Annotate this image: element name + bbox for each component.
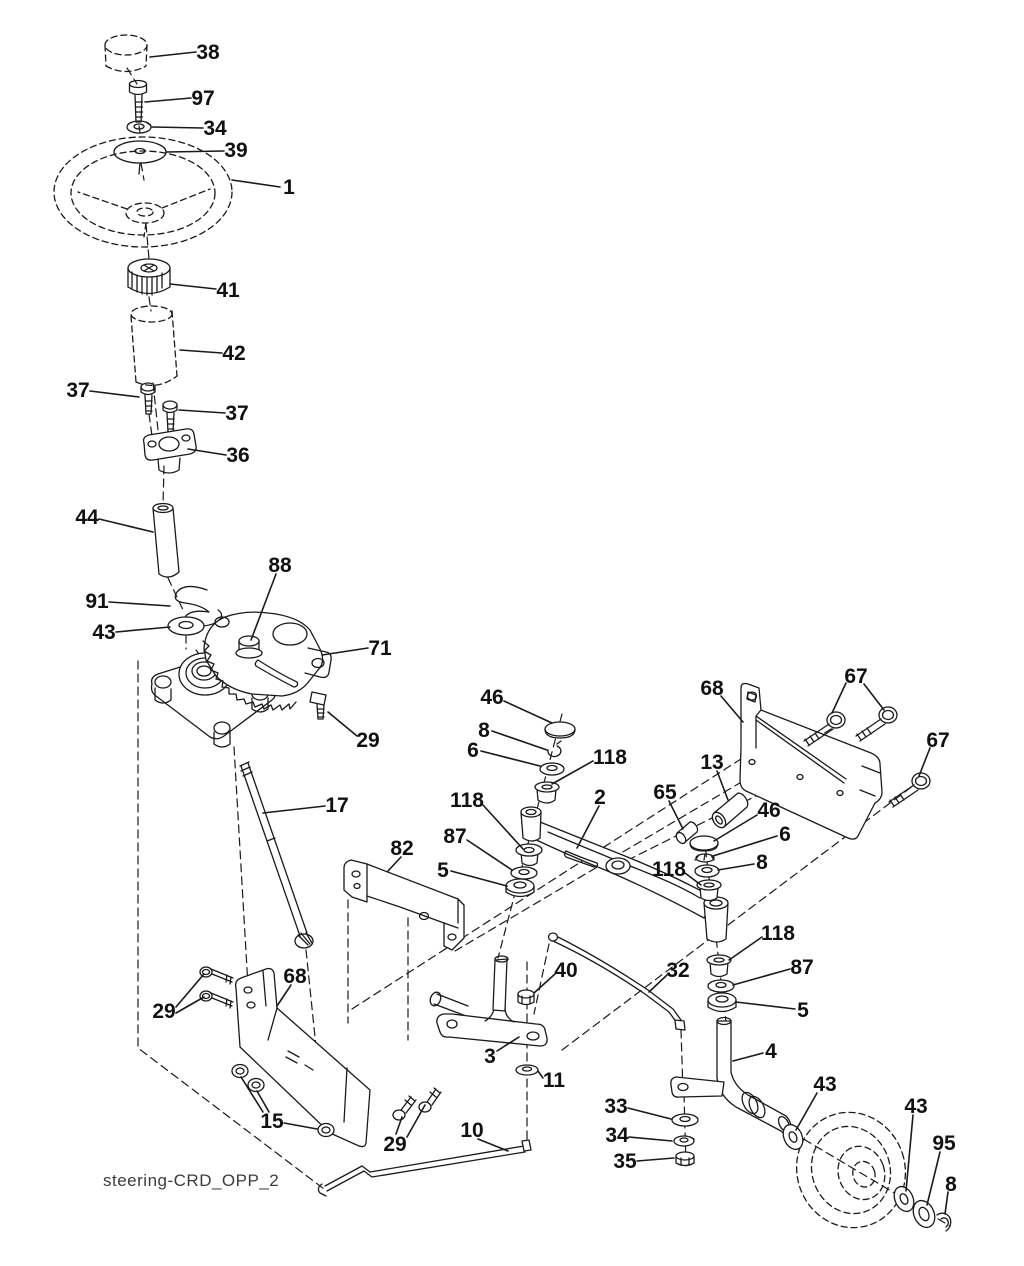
bolt-29-left-a [200, 967, 233, 984]
callout-37-7: 37 [66, 379, 90, 402]
leader-line-29-15 [328, 712, 357, 736]
callout-5-37: 5 [437, 859, 449, 882]
callout-4-34: 4 [765, 1040, 777, 1063]
leader-line-65-26 [669, 801, 683, 829]
bushing-118-top [535, 782, 559, 803]
callout-35-46: 35 [613, 1150, 637, 1173]
diagram-code: steering-CRD_OPP_2 [103, 1171, 280, 1190]
callout-6-19: 6 [467, 739, 479, 762]
leader-line-38-0 [150, 52, 196, 57]
leader-line-37-8 [179, 410, 225, 413]
callout-68-22: 68 [700, 677, 724, 700]
leader-line-95-53 [927, 1152, 940, 1205]
leader-line-34-2 [152, 127, 203, 128]
bolt-29-upper [310, 692, 326, 719]
callout-42-6: 42 [222, 342, 246, 365]
push-nut-6-right [695, 854, 714, 862]
callout-46-27: 46 [757, 799, 781, 822]
washer-43-upper [168, 617, 204, 635]
lock-washer-34-lower [674, 1136, 694, 1146]
leader-line-41-5 [170, 284, 216, 289]
leader-line-68-47 [277, 985, 291, 1006]
cap-38 [105, 35, 147, 72]
cap-46-right [690, 836, 718, 851]
shaft-extension-44 [153, 504, 179, 578]
leader-line-5-37 [451, 871, 507, 886]
callout-65-26: 65 [653, 781, 677, 804]
steering-shaft-17 [240, 762, 313, 948]
steering-adapter-41 [128, 259, 170, 295]
leader-line-44-10 [99, 519, 153, 532]
callout-118-31: 118 [761, 922, 795, 945]
lower-bearing-36 [144, 429, 197, 473]
nut-15-c [318, 1124, 334, 1137]
washer-8-right [695, 865, 719, 877]
callout-67-24: 67 [926, 729, 950, 752]
callout-118-30: 118 [652, 858, 686, 881]
leader-line-29-50 [407, 1105, 425, 1137]
leader-line-8-18 [492, 731, 547, 750]
leader-line-42-6 [180, 350, 222, 353]
leader-line-15-49 [284, 1123, 317, 1129]
callout-118-20: 118 [593, 746, 627, 769]
callout-37-8: 37 [225, 402, 249, 425]
bushing-118-left-lower [516, 844, 542, 866]
leader-line-40-39 [534, 974, 555, 993]
leader-line-71-14 [322, 648, 368, 655]
leader-line-68-22 [721, 696, 743, 722]
column-sleeve-42 [131, 306, 177, 385]
wheel-insert-39 [114, 141, 166, 174]
bolt-97 [130, 81, 147, 123]
callout-17-16: 17 [325, 794, 349, 817]
nut-15-a [232, 1065, 248, 1078]
washer-11 [516, 1065, 538, 1075]
bolt-37-right [163, 401, 177, 432]
leader-line-39-3 [167, 151, 224, 152]
callout-32-40: 32 [666, 959, 690, 982]
bearing-5-left [506, 879, 534, 897]
bolt-29-left-b [200, 991, 233, 1008]
callout-8-18: 8 [478, 719, 490, 742]
leader-line-87-36 [467, 840, 512, 870]
bushing-118-right-lower [707, 955, 731, 977]
nut-15-b [248, 1079, 264, 1092]
callout-5-33: 5 [797, 999, 809, 1022]
leader-line-4-34 [733, 1053, 763, 1061]
drag-link-10 [318, 1140, 531, 1196]
leader-line-46-17 [504, 701, 552, 723]
leader-line-43-51 [796, 1093, 817, 1130]
callout-43-12: 43 [92, 621, 116, 644]
callout-97-1: 97 [191, 87, 215, 110]
callout-118-35: 118 [450, 789, 484, 812]
leader-line-43-52 [906, 1115, 913, 1191]
leader-line-34-45 [629, 1137, 672, 1141]
bolt-88 [236, 636, 262, 658]
callout-10-43: 10 [460, 1119, 484, 1142]
callout-44-10: 44 [75, 506, 99, 529]
callout-88-13: 88 [268, 554, 292, 577]
washer-33 [672, 1114, 698, 1126]
callout-29-50: 29 [383, 1133, 407, 1156]
leader-line-35-46 [637, 1158, 674, 1161]
leader-line-33-44 [628, 1108, 671, 1119]
frame-bracket-68-left [236, 969, 370, 1147]
callout-34-45: 34 [605, 1124, 629, 1147]
leader-line-87-32 [733, 969, 790, 985]
leader-line-91-11 [109, 602, 170, 606]
callout-43-52: 43 [904, 1095, 928, 1118]
callout-36-9: 36 [226, 444, 250, 467]
leader-line-43-12 [116, 627, 170, 632]
callout-68-47: 68 [283, 965, 307, 988]
callout-87-36: 87 [443, 825, 467, 848]
washer-87-right [708, 980, 734, 992]
leader-line-37-7 [90, 391, 139, 397]
callout-95-53: 95 [932, 1132, 956, 1155]
washer-87-left [511, 867, 537, 879]
leader-line-29-48 [176, 997, 204, 1013]
bolt-29-mid-a [393, 1096, 416, 1120]
leader-line-67-24 [919, 748, 930, 776]
callout-71-14: 71 [368, 637, 392, 660]
callout-40-39: 40 [554, 959, 578, 982]
callout-29-15: 29 [356, 729, 380, 752]
callout-43-51: 43 [813, 1073, 837, 1096]
callout-8-29: 8 [756, 851, 768, 874]
bearing-5-right [708, 993, 736, 1012]
cap-46-left [545, 722, 575, 738]
callout-39-3: 39 [224, 139, 248, 162]
callout-91-11: 91 [85, 590, 109, 613]
leader-line-118-35 [483, 805, 523, 849]
callout-8-54: 8 [945, 1173, 957, 1196]
nut-40 [518, 990, 534, 1005]
nut-35 [676, 1152, 694, 1166]
callout-2-21: 2 [594, 786, 606, 809]
callout-38-0: 38 [196, 41, 220, 64]
bolt-67-b [856, 707, 897, 741]
leader-line-15-49 [257, 1091, 269, 1112]
bushing-118-right-upper [697, 880, 721, 901]
callout-13-25: 13 [700, 751, 724, 774]
leader-line-97-1 [145, 98, 191, 102]
leader-line-1-4 [232, 180, 280, 187]
leader-line-118-31 [729, 937, 762, 960]
callout-46-17: 46 [480, 686, 504, 709]
callout-15-49: 15 [260, 1110, 284, 1133]
callout-34-2: 34 [203, 117, 227, 140]
washer-6-left [540, 763, 564, 775]
leader-line-17-16 [263, 806, 325, 813]
leader-line-6-19 [481, 751, 540, 766]
leader-line-8-29 [718, 864, 754, 870]
callout-11-42: 11 [542, 1069, 566, 1092]
callout-3-41: 3 [484, 1045, 496, 1068]
callout-41-5: 41 [216, 279, 240, 302]
callout-82-38: 82 [390, 837, 414, 860]
callout-29-48: 29 [152, 1000, 176, 1023]
bolt-67-c [889, 773, 930, 807]
callout-67-23: 67 [844, 665, 868, 688]
callout-6-28: 6 [779, 823, 791, 846]
leader-line-5-33 [736, 1002, 795, 1009]
callout-87-32: 87 [790, 956, 814, 979]
leader-line-29-48 [176, 974, 204, 1007]
callout-1-4: 1 [283, 176, 295, 199]
callout-33-44: 33 [604, 1095, 628, 1118]
